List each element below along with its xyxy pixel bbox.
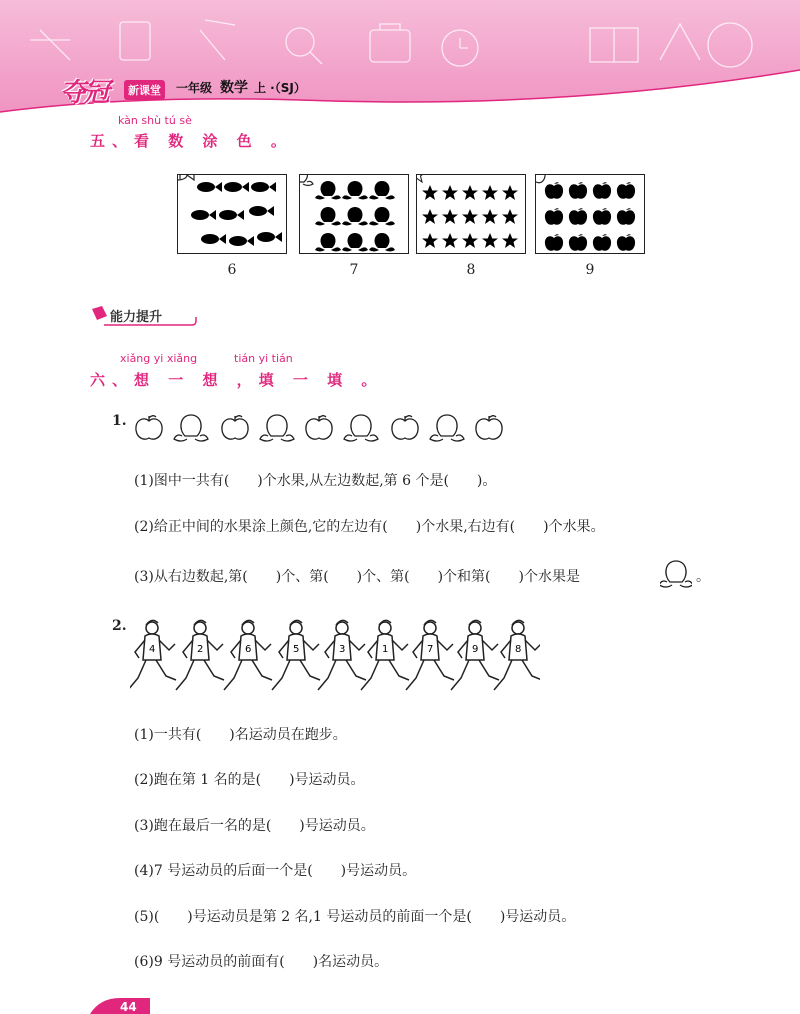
section6-title: 六、想 一 想 ，填 一 填 。 xyxy=(90,371,384,389)
ability-label: 能力提升 xyxy=(110,310,163,325)
box-peach[interactable] xyxy=(299,174,409,254)
box-peach-label: 7 xyxy=(349,262,359,278)
runner-bib-number: 8 xyxy=(515,644,522,655)
runner-7[interactable] xyxy=(406,620,454,690)
runner-2[interactable] xyxy=(176,620,224,690)
peach-icon[interactable] xyxy=(174,415,208,441)
runner-1[interactable] xyxy=(361,620,409,690)
box-star-label: 8 xyxy=(466,262,476,278)
apple-icon[interactable] xyxy=(392,416,418,439)
apple-icon[interactable] xyxy=(476,416,502,439)
runner-4[interactable] xyxy=(130,620,176,690)
page-number: 44 xyxy=(120,1000,137,1014)
q2-number: 2. xyxy=(112,618,127,634)
runner-bib-number: 4 xyxy=(149,644,156,655)
apple-icon[interactable] xyxy=(222,416,248,439)
runner-8[interactable] xyxy=(494,620,540,690)
apple-icon[interactable] xyxy=(136,416,162,439)
q2-line-5[interactable]: (5)( )号运动员是第 2 名,1 号运动员的前面一个是( )号运动员。 xyxy=(134,909,576,925)
runner-5[interactable] xyxy=(272,620,320,690)
subject-label: 数学 xyxy=(220,80,248,96)
q1-fruit-row xyxy=(135,410,515,446)
runner-6[interactable] xyxy=(224,620,272,690)
q2-line-1[interactable]: (1)一共有( )名运动员在跑步。 xyxy=(134,727,347,743)
runner-bib-number: 5 xyxy=(293,644,300,655)
runner-3[interactable] xyxy=(318,620,366,690)
runner-bib-number: 1 xyxy=(382,644,389,655)
section6-pinyin-1: xiǎng yi xiǎng xyxy=(120,352,198,365)
box-fish-label: 6 xyxy=(227,262,237,278)
q1-line-1[interactable]: (1)图中一共有( )个水果,从左边数起,第 6 个是( )。 xyxy=(134,473,497,489)
peach-icon[interactable] xyxy=(344,415,378,441)
q1-line-2[interactable]: (2)给正中间的水果涂上颜色,它的左边有( )个水果,右边有( )个水果。 xyxy=(134,519,605,535)
box-fish[interactable] xyxy=(177,174,287,254)
q1-line-3[interactable]: (3)从右边数起,第( )个、第( )个、第( )个和第( )个水果是 xyxy=(134,569,580,585)
runner-bib-number: 3 xyxy=(339,644,346,655)
fish-icon-group xyxy=(178,175,288,255)
page-number-tab xyxy=(90,996,150,1014)
q1-number: 1. xyxy=(112,413,127,429)
peach-icon-group xyxy=(300,175,410,255)
runner-bib-number: 6 xyxy=(245,644,252,655)
section6-pinyin-2: tián yi tián xyxy=(234,352,293,365)
q2-line-2[interactable]: (2)跑在第 1 名的是( )号运动员。 xyxy=(134,772,365,788)
q1-line-3-end: 。 xyxy=(696,569,710,585)
runner-bib-number: 7 xyxy=(427,644,434,655)
q2-runners xyxy=(130,612,540,698)
peach-icon xyxy=(660,557,692,589)
q2-line-6[interactable]: (6)9 号运动员的前面有( )名运动员。 xyxy=(134,954,389,970)
peach-icon[interactable] xyxy=(260,415,294,441)
grade-label: 一年级 xyxy=(176,81,213,95)
section5-pinyin: kàn shù tú sè xyxy=(118,114,192,127)
runner-bib-number: 2 xyxy=(197,644,204,655)
q2-line-3[interactable]: (3)跑在最后一名的是( )号运动员。 xyxy=(134,818,375,834)
page-header xyxy=(0,0,800,118)
header-banner xyxy=(0,0,800,118)
runner-bib-number: 9 xyxy=(472,644,479,655)
section5-title: 五、看 数 涂 色 。 xyxy=(90,132,293,150)
apple-icon-group xyxy=(536,175,646,255)
brand-logo: 夺冠 xyxy=(60,78,109,108)
box-star[interactable] xyxy=(416,174,526,254)
edition-label: 上 ·（SJ） xyxy=(254,81,306,95)
star-icon-group xyxy=(417,175,527,255)
box-apple[interactable] xyxy=(535,174,645,254)
box-apple-label: 9 xyxy=(585,262,595,278)
runner-9[interactable] xyxy=(451,620,499,690)
brand-badge: 新课堂 xyxy=(124,80,165,100)
peach-icon[interactable] xyxy=(430,415,464,441)
q2-line-4[interactable]: (4)7 号运动员的后面一个是( )号运动员。 xyxy=(134,863,417,879)
apple-icon[interactable] xyxy=(306,416,332,439)
